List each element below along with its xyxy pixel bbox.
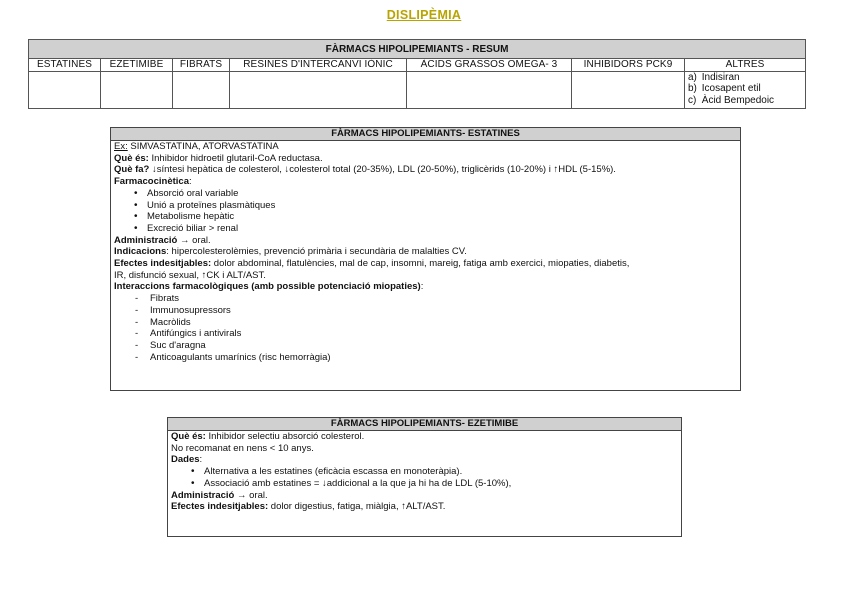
ezetimibe-body	[168, 431, 681, 514]
interaccions-line	[114, 281, 737, 293]
cell-pck9	[572, 72, 685, 109]
farmacocinetica-list	[114, 188, 737, 235]
efectes-line-continued: IR, disfunció sexual, ↑CK i ALT/AST.	[114, 269, 266, 281]
farmacocinetica-label: Farmacocinètica	[114, 176, 189, 188]
list-item: • Alternativa a les estatines (eficàcia escassa en monoteràpia).	[171, 466, 678, 478]
column-header-pck9: INHIBIDORS PCK9	[572, 59, 685, 72]
altres-item	[688, 95, 802, 106]
efectes-line	[171, 501, 678, 513]
list-marker: b)	[688, 83, 697, 95]
list-item: - Fibrats	[114, 293, 737, 305]
dades-label: Dades	[171, 454, 200, 466]
que-fa-text: ↓síntesi hepàtica de colesterol, ↓colesterol total (20-35%), LDL (20-50%), triglicèrids (10-20%) i ↑HDL (5-15%).	[149, 164, 616, 176]
que-fa-label: Què fa?	[114, 164, 150, 176]
estatines-heading: FÀRMACS HIPOLIPEMIANTS- ESTATINES	[111, 128, 740, 141]
farmacocinetica-line	[114, 176, 737, 188]
interaccions-label: Interaccions farmacològiques (amb possible potenciació miopaties)	[114, 281, 421, 293]
summary-banner: FÀRMACS HIPOLIPEMIANTS - RESUM	[29, 40, 806, 59]
administracio-line	[171, 490, 678, 502]
que-es-label: Què és:	[114, 152, 149, 164]
ezetimibe-heading: FÀRMACS HIPOLIPEMIANTS- EZETIMIBE	[168, 418, 681, 431]
indicacions-text: : hipercolesterolèmies, prevenció primària i secundària de malalties CV.	[166, 246, 467, 258]
que-es-line	[114, 153, 737, 165]
list-item: - Antifúngics i antivirals	[114, 328, 737, 340]
que-es-line	[171, 431, 678, 443]
column-header-ezetimibe: EZETIMIBE	[101, 59, 173, 72]
efectes-label: Efectes indesitjables:	[114, 258, 212, 270]
cell-ezetimibe	[101, 72, 173, 109]
column-header-altres: ALTRES	[685, 59, 806, 72]
cell-resines	[230, 72, 407, 109]
cell-estatines	[29, 72, 101, 109]
estatines-body	[111, 141, 740, 364]
indicacions-line	[114, 246, 737, 258]
estatines-box	[110, 127, 741, 391]
summary-header-row	[29, 59, 806, 72]
interaccions-colon: :	[420, 281, 424, 293]
que-es-label: Què és:	[171, 431, 206, 442]
interaccions-list	[114, 293, 737, 363]
dades-colon: :	[199, 454, 203, 466]
document-title: DISLIPÈMIA	[386, 8, 462, 22]
list-item: - Macròlids	[114, 317, 737, 329]
administracio-text: → oral.	[177, 234, 211, 246]
list-item: - Anticoagulants umarínics (risc hemorràgia)	[114, 352, 737, 364]
column-header-estatines: ESTATINES	[29, 59, 101, 72]
efectes-line	[114, 258, 737, 270]
list-item: - Suc d'aragna	[114, 340, 737, 352]
efectes-label: Efectes indesitjables:	[171, 501, 269, 513]
administracio-line	[114, 235, 737, 247]
list-item: • Associació amb estatines = ↓addicional a la que ja hi ha de LDL (5-10%),	[171, 478, 678, 490]
list-item: - Immunosupressors	[114, 305, 737, 317]
summary-table	[28, 39, 806, 109]
indicacions-label: Indicacions	[114, 246, 167, 258]
cell-fibrats	[173, 72, 230, 109]
list-item-text: Àcid Bempedoic	[701, 94, 775, 106]
altres-item	[688, 83, 802, 94]
list-item-text: Indisiran	[701, 72, 740, 83]
ezetimibe-box	[167, 417, 682, 537]
list-item-text: Icosapent etil	[701, 83, 761, 95]
examples-text: SIMVASTATINA, ATORVASTATINA	[127, 141, 279, 152]
administracio-label: Administració	[171, 489, 235, 501]
list-marker: c)	[688, 94, 697, 106]
cell-altres	[685, 72, 806, 109]
cell-omega3	[407, 72, 572, 109]
examples-line	[114, 141, 737, 153]
administracio-text: → oral.	[234, 489, 268, 501]
altres-list	[688, 72, 802, 106]
summary-banner-row	[29, 40, 806, 59]
age-note: No recomanat en nens < 10 anys.	[171, 442, 314, 454]
list-item: • Absorció oral variable	[114, 188, 737, 200]
administracio-label: Administració	[114, 234, 178, 246]
list-item: • Metabolisme hepàtic	[114, 211, 737, 223]
list-item: • Unió a proteïnes plasmàtiques	[114, 200, 737, 212]
que-fa-line	[114, 164, 737, 176]
examples-label: Ex:	[114, 141, 128, 152]
column-header-omega3: ÀCIDS GRASSOS OMEGA- 3	[407, 59, 572, 72]
que-es-text: Inhibidor hidroetil glutaril-CoA reductasa.	[148, 152, 323, 164]
que-es-text: Inhibidor selectiu absorció colesterol.	[205, 431, 365, 442]
altres-item	[688, 72, 802, 83]
summary-content-row	[29, 72, 806, 109]
column-header-resines: RESINES D'INTERCANVI IÒNIC	[230, 59, 407, 72]
list-marker: a)	[688, 72, 697, 83]
dades-line	[171, 454, 678, 466]
efectes-text: dolor abdominal, flatulències, mal de cap, insomni, mareig, fatiga amb exercici, miopaties, diabetis,	[211, 258, 630, 270]
efectes-text: dolor digestius, fatiga, miàlgia, ↑ALT/AST.	[268, 501, 446, 513]
column-header-fibrats: FIBRATS	[173, 59, 230, 72]
farmacocinetica-colon: :	[188, 176, 192, 188]
dades-list	[171, 466, 678, 489]
list-item: • Excreció biliar > renal	[114, 223, 737, 235]
